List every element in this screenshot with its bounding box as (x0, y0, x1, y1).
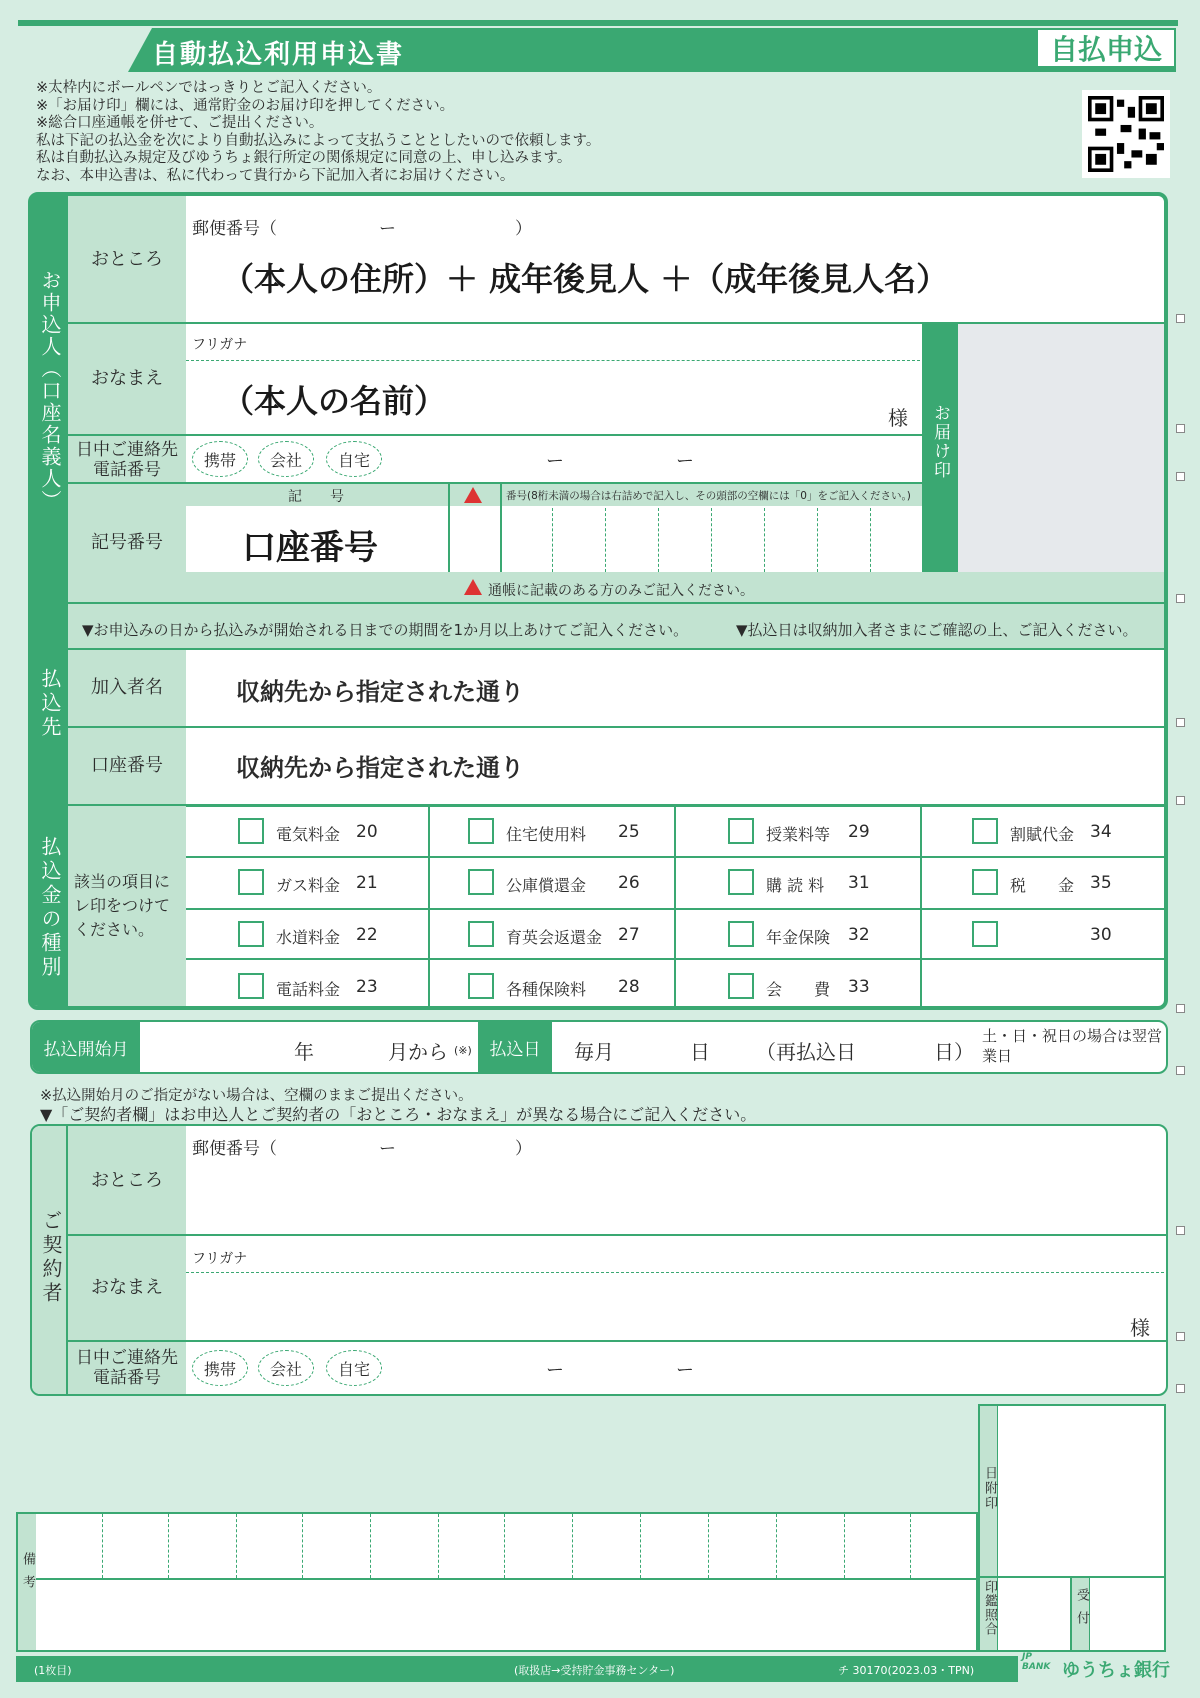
contractor-postal-field[interactable]: 郵便番号（ ー ） (192, 1139, 532, 1159)
checkbox[interactable] (238, 869, 264, 895)
seal-box[interactable] (958, 324, 1164, 572)
remarks-grid (640, 1514, 641, 1578)
divider (674, 806, 676, 1006)
name-label: おなまえ (91, 367, 163, 389)
note-line: ※「お届け印」欄には、通常貯金のお届け印を押してください。 (36, 97, 455, 114)
remarks-grid (236, 1514, 237, 1578)
footer-route: (取扱店→受持貯金事務センター) (514, 1664, 675, 1677)
scan-mark (1176, 314, 1185, 323)
contractor-section-label: ご契約者 (39, 1210, 63, 1306)
phone-dash: ー (676, 451, 694, 472)
divider (68, 1234, 1166, 1236)
type-label: 電話料金 (276, 980, 341, 999)
start-year-unit: 年 (294, 1040, 314, 1064)
type-label: ガス料金 (276, 876, 341, 895)
type-code: 32 (848, 925, 870, 945)
phone-type-mobile[interactable]: 携帯 (192, 441, 248, 477)
scan-mark (1176, 796, 1185, 805)
phone-type-company[interactable]: 会社 (258, 1350, 314, 1386)
monthly-label: 毎月 (574, 1040, 614, 1064)
remarks-label: 備考 (20, 1552, 35, 1598)
contractor-name-field[interactable] (186, 1276, 1106, 1336)
checkbox[interactable] (238, 973, 264, 999)
receipt-label: 受付 (1074, 1588, 1089, 1634)
digit-divider (817, 508, 818, 572)
pay-day-label: 払込日 (478, 1022, 552, 1072)
type-label: 各種保険料 (506, 980, 587, 999)
start-month-unit: 月から (388, 1040, 448, 1064)
date-stamp-label: 日附印 (982, 1466, 997, 1511)
divider (68, 434, 922, 436)
bank-name: ゆうちょ銀行 (1062, 1660, 1170, 1681)
payee-name-label: 加入者名 (91, 676, 163, 698)
bank-logo-icon (1022, 1652, 1056, 1680)
checkbox[interactable] (972, 818, 998, 844)
type-code: 21 (356, 873, 378, 893)
contractor-address-field[interactable] (186, 1160, 1164, 1234)
contractor-name-label: おなまえ (91, 1276, 163, 1298)
postal-code-field[interactable]: 郵便番号（ ー ） (192, 219, 532, 239)
phone-dash: ー (676, 1360, 694, 1381)
type-label: 住宅使用料 (506, 825, 587, 844)
note-line: ※総合口座通帳を併せて、ご提出ください。 (36, 115, 324, 131)
footer-code: チ 30170(2023.03・TPN) (838, 1664, 975, 1677)
contractor-address-label: おところ (91, 1169, 163, 1191)
qr-code (1082, 90, 1170, 178)
checkbox[interactable] (972, 869, 998, 895)
phone-label: 日中ご連絡先電話番号 (76, 440, 178, 480)
scan-mark (1176, 718, 1185, 727)
remarks-grid (844, 1514, 845, 1578)
divider (36, 1578, 976, 1580)
type-code: 33 (848, 977, 870, 997)
payee-note-2: ▼払込日は収納加入者さまにご確認の上、ご記入ください。 (736, 621, 1138, 639)
phone-type-company[interactable]: 会社 (258, 441, 314, 477)
divider (68, 648, 1164, 650)
furigana-label: フリガナ (192, 337, 248, 353)
notes-block (36, 80, 600, 185)
type-label: 育英会返還金 (506, 928, 603, 947)
scan-mark (1176, 594, 1185, 603)
sama-label: 様 (888, 406, 908, 430)
type-code: 29 (848, 822, 870, 842)
passbook-note: 通帳に記載のある方のみご記入ください。 (488, 583, 754, 599)
form-title: 自動払込利用申込書 (152, 40, 405, 70)
checkbox[interactable] (728, 921, 754, 947)
payee-account-field[interactable]: 収納先から指定された通り (236, 754, 524, 782)
type-code: 31 (848, 873, 870, 893)
type-label: 水道料金 (276, 928, 341, 947)
repay-label: （再払込日 (756, 1040, 856, 1064)
type-label: 年金保険 (766, 928, 831, 947)
type-label: 購 読 料 (766, 876, 825, 895)
divider (500, 484, 502, 572)
digit-divider (658, 508, 659, 572)
digit-divider (605, 508, 606, 572)
schedule-note: ※払込開始月のご指定がない場合は、空欄のままご提出ください。 (40, 1088, 473, 1104)
phone-field[interactable] (394, 438, 920, 482)
remarks-grid (504, 1514, 505, 1578)
type-label: 税 金 (1010, 876, 1075, 895)
contractor-sama: 様 (1130, 1316, 1150, 1340)
bank-logo-text: JP BANK (1022, 1652, 1051, 1672)
payee-section-label: 払込先 (38, 668, 62, 740)
remarks-grid (168, 1514, 169, 1578)
date-stamp-box[interactable] (978, 1404, 1166, 1578)
phone-type-mobile[interactable]: 携帯 (192, 1350, 248, 1386)
checkbox[interactable] (728, 869, 754, 895)
divider (68, 726, 1164, 728)
scan-mark (1176, 1384, 1185, 1393)
remarks-grid (910, 1514, 911, 1578)
phone-type-home[interactable]: 自宅 (326, 441, 382, 477)
checkbox[interactable] (468, 921, 494, 947)
scan-mark (1176, 1226, 1185, 1235)
contractor-furigana-label: フリガナ (192, 1251, 248, 1267)
note-line: 私は下記の払込金を次により自動払込みによって支払うこととしたいので依頼します。 (36, 132, 601, 149)
contractor-phone-label: 日中ご連絡先電話番号 (76, 1348, 178, 1388)
footer-sheet: (1枚目) (34, 1664, 72, 1677)
repay-end: 日） (934, 1040, 974, 1064)
divider (448, 484, 450, 572)
type-code: 27 (618, 925, 640, 945)
start-month-label: 払込開始月 (32, 1022, 140, 1072)
type-code: 28 (618, 977, 640, 997)
scan-mark (1176, 424, 1185, 433)
type-code: 25 (618, 822, 640, 842)
remarks-grid (572, 1514, 573, 1578)
types-section-label: 払込金の種別 (38, 836, 62, 980)
furigana-divider (186, 360, 920, 361)
type-label: 公庫償還金 (506, 876, 587, 895)
type-label: 電気料金 (276, 825, 341, 844)
checkbox[interactable] (728, 973, 754, 999)
day-unit: 日 (690, 1040, 710, 1064)
applicant-section-label: お申込人（口座名義人） (38, 270, 62, 512)
phone-dash: ー (546, 451, 564, 472)
bangou-note: 番号(8桁未満の場合は右詰めで記入し、その頭部の空欄には「0」をご記入ください。) (506, 490, 911, 502)
checkbox[interactable] (468, 973, 494, 999)
account-number-field[interactable]: 口座番号 (242, 528, 378, 568)
remarks-grid (438, 1514, 439, 1578)
phone-dash: ー (546, 1360, 564, 1381)
account-label: 記号番号 (91, 531, 163, 553)
digit-divider (711, 508, 712, 572)
contractor-note: ▼「ご契約者欄」はお申込人とご契約者の「おところ・おなまえ」が異なる場合にご記入ください。 (40, 1105, 757, 1124)
divider (186, 958, 1164, 960)
header-strip (18, 20, 1178, 26)
note-line: なお、本申込書は、私に代わって貴行から下記加入者にお届けください。 (36, 167, 515, 184)
type-code: 30 (1090, 925, 1112, 945)
digit-divider (870, 508, 871, 572)
phone-type-home[interactable]: 自宅 (326, 1350, 382, 1386)
warning-icon (464, 487, 482, 503)
type-label: 割賦代金 (1010, 825, 1075, 844)
checkbox[interactable] (468, 818, 494, 844)
warning-icon (464, 579, 482, 595)
types-instruction: 該当の項目にレ印をつけてください。 (74, 872, 171, 939)
kigou-header: 記 号 (288, 489, 344, 505)
scan-mark (1176, 1066, 1185, 1075)
digit-divider (764, 508, 765, 572)
digit-divider (552, 508, 553, 572)
payee-account-label: 口座番号 (91, 754, 163, 776)
remarks-grid (708, 1514, 709, 1578)
form-stamp: 自払申込 (1036, 28, 1176, 68)
remarks-grid (776, 1514, 777, 1578)
checkbox[interactable] (728, 818, 754, 844)
remarks-grid (302, 1514, 303, 1578)
remarks-grid (370, 1514, 371, 1578)
address-field[interactable]: （本人の住所）＋ 成年後見人 ＋（成年後見人名） (222, 260, 949, 298)
divider (30, 804, 1166, 807)
divider (186, 908, 1164, 910)
scan-mark (1176, 1332, 1185, 1341)
type-code: 35 (1090, 873, 1112, 893)
checkbox[interactable] (972, 921, 998, 947)
remarks-box[interactable] (16, 1512, 978, 1652)
type-label: 会 費 (766, 980, 831, 999)
scan-mark (1176, 472, 1185, 481)
checkbox[interactable] (468, 869, 494, 895)
seal-check-label: 印鑑照合 (982, 1580, 997, 1636)
divider (186, 856, 1164, 858)
holiday-note: 土・日・祝日の場合は翌営業日 (982, 1027, 1163, 1065)
note-line: ※太枠内にボールペンではっきりとご記入ください。 (36, 80, 382, 96)
start-month-mark: (※) (454, 1044, 472, 1057)
payee-note-1: ▼お申込みの日から払込みが開始される日までの期間を1か月以上あけてご記入ください。 (82, 621, 689, 639)
type-code: 23 (356, 977, 378, 997)
scan-mark (1176, 1004, 1185, 1013)
divider (920, 806, 922, 1006)
type-code: 34 (1090, 822, 1112, 842)
type-label: 授業料等 (766, 825, 831, 844)
note-line: 私は自動払込み規定及びゆうちょ銀行所定の関係規定に同意の上、申し込みます。 (36, 150, 572, 166)
remarks-grid (102, 1514, 103, 1578)
name-field[interactable]: （本人の名前） (222, 382, 447, 420)
checkbox[interactable] (238, 921, 264, 947)
furigana-divider (186, 1272, 1164, 1273)
address-label: おところ (91, 248, 163, 270)
payee-name-field[interactable]: 収納先から指定された通り (236, 678, 524, 706)
divider (428, 806, 430, 1006)
type-code: 20 (356, 822, 378, 842)
divider (68, 1340, 1166, 1342)
type-code: 22 (356, 925, 378, 945)
checkbox[interactable] (238, 818, 264, 844)
type-code: 26 (618, 873, 640, 893)
seal-label: お届け印 (930, 404, 950, 480)
